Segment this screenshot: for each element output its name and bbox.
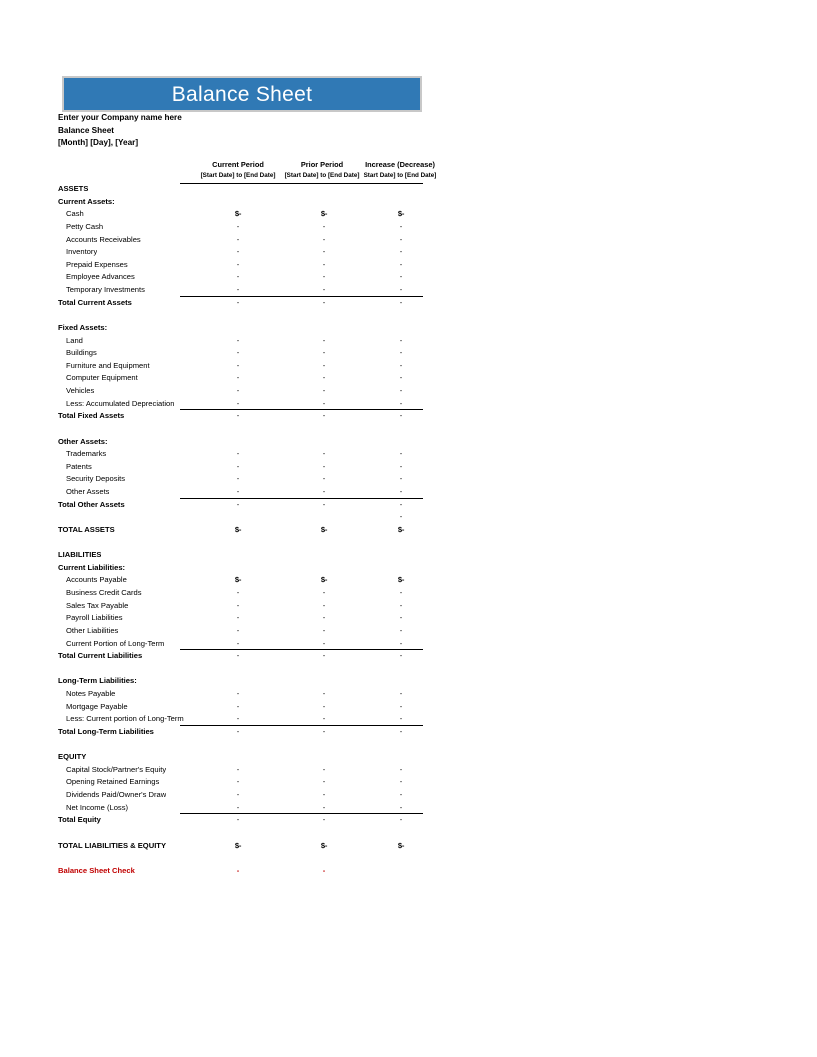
cell-vehicles-col3[interactable]: -	[399, 386, 403, 395]
table-row	[0, 562, 817, 575]
cell-vehicles-col1[interactable]: -	[236, 386, 240, 395]
cell-accounts-payable-col1[interactable]: $-	[234, 575, 242, 585]
cell-prepaid-expenses-col3[interactable]: -	[399, 259, 403, 269]
table-row	[0, 486, 817, 499]
cell-total-other-assets-col1[interactable]: -	[236, 499, 240, 509]
row-label-capital-stock-partner-s-equity: Capital Stock/Partner's Equity	[66, 764, 167, 774]
table-row	[0, 739, 817, 752]
cell-buildings-col3[interactable]: -	[399, 348, 403, 358]
row-label-current-liabilities: Current Liabilities:	[58, 562, 126, 572]
table-row	[0, 638, 817, 651]
table-row	[0, 196, 817, 209]
cell-employee-advances-col1[interactable]: -	[236, 272, 240, 282]
row-label-total-current-liabilities: Total Current Liabilities	[58, 651, 143, 661]
table-row	[0, 600, 817, 613]
cell-other-liabilities-col2[interactable]: -	[322, 625, 326, 635]
cell-notes-payable-col1[interactable]: -	[236, 689, 240, 698]
table-row	[0, 726, 817, 739]
cell-employee-advances-col2[interactable]: -	[322, 272, 326, 282]
table-row	[0, 448, 817, 461]
cell-total-current-liabilities-col3[interactable]: -	[399, 651, 403, 661]
row-label-employee-advances: Employee Advances	[66, 272, 135, 282]
table-row	[0, 675, 817, 688]
cell-total-fixed-assets-col3[interactable]: -	[399, 411, 403, 421]
row-label-liabilities: LIABILITIES	[58, 550, 102, 560]
table-row	[0, 663, 817, 676]
cell-payroll-liabilities-col3[interactable]: -	[399, 613, 403, 623]
row-label-buildings: Buildings	[66, 348, 97, 358]
cell-cash-col2[interactable]: $-	[320, 209, 328, 219]
table-row	[0, 335, 817, 348]
statement-date-placeholder[interactable]: [Month] [Day], [Year]	[58, 138, 139, 148]
table-row	[0, 524, 817, 537]
row-label-total-long-term-liabilities: Total Long-Term Liabilities	[58, 726, 154, 736]
cell-less-current-portion-of-long-term-col1[interactable]: -	[236, 714, 240, 724]
table-row	[0, 423, 817, 436]
table-row	[0, 865, 817, 878]
cell-petty-cash-col1[interactable]: -	[236, 221, 240, 231]
row-label-security-deposits: Security Deposits	[66, 474, 126, 484]
cell-payroll-liabilities-col2[interactable]: -	[322, 613, 326, 623]
cell-furniture-and-equipment-col3[interactable]: -	[399, 360, 403, 370]
row-label-accounts-payable: Accounts Payable	[66, 575, 127, 585]
cell-computer-equipment-col1[interactable]: -	[236, 373, 240, 383]
table-row	[0, 259, 817, 272]
row-label-business-credit-cards: Business Credit Cards	[66, 588, 142, 597]
cell-other-assets-col1[interactable]: -	[236, 487, 240, 496]
cell-other-liabilities-col1[interactable]: -	[236, 625, 240, 635]
cell-trademarks-col3[interactable]: -	[399, 449, 403, 459]
cell-accounts-payable-col3[interactable]: $-	[397, 575, 405, 585]
row-label-other-liabilities: Other Liabilities	[66, 625, 119, 635]
cell-accounts-payable-col2[interactable]: $-	[320, 575, 328, 585]
cell-sales-tax-payable-col2[interactable]: -	[322, 600, 326, 610]
cell-accounts-receivables-col3[interactable]: -	[399, 234, 403, 244]
cell-temporary-investments-col2[interactable]: -	[322, 285, 326, 294]
cell-furniture-and-equipment-col1[interactable]: -	[236, 360, 240, 370]
column-header-row	[0, 159, 817, 183]
row-label-long-term-liabilities: Long-Term Liabilities:	[58, 676, 137, 686]
cell-prepaid-expenses-col1[interactable]: -	[236, 259, 240, 269]
cell-total-liabilities-equity-col3[interactable]: $-	[397, 840, 405, 850]
table-row	[0, 271, 817, 284]
table-row	[0, 511, 817, 524]
table-row	[0, 852, 817, 865]
table-row	[0, 574, 817, 587]
cell-total-other-assets-col2[interactable]: -	[322, 499, 326, 509]
cell-business-credit-cards-col1[interactable]: -	[236, 588, 240, 597]
row-label-vehicles: Vehicles	[66, 386, 95, 395]
cell-cash-col3[interactable]: $-	[397, 209, 405, 219]
cell-patents-col3[interactable]: -	[399, 461, 403, 471]
table-row	[0, 208, 817, 221]
row-label-payroll-liabilities: Payroll Liabilities	[66, 613, 123, 623]
cell-prepaid-expenses-col2[interactable]: -	[322, 259, 326, 269]
table-row	[0, 461, 817, 474]
table-row	[0, 701, 817, 714]
cell-land-col3[interactable]: -	[399, 335, 403, 345]
cell-mortgage-payable-col1[interactable]: -	[236, 701, 240, 711]
cell-less-current-portion-of-long-term-col2[interactable]: -	[322, 714, 326, 724]
cell-furniture-and-equipment-col2[interactable]: -	[322, 360, 326, 370]
balance-sheet-rows	[0, 183, 817, 877]
row-label-current-assets: Current Assets:	[58, 196, 115, 206]
cell-current-portion-of-long-term-col3[interactable]: -	[399, 638, 403, 648]
row-label-total-liabilities-equity: TOTAL LIABILITIES & EQUITY	[58, 840, 167, 850]
row-label-petty-cash: Petty Cash	[66, 221, 104, 231]
table-row	[0, 587, 817, 600]
cell-patents-col1[interactable]: -	[236, 461, 240, 471]
cell-total-fixed-assets-col1[interactable]: -	[236, 411, 240, 421]
table-row	[0, 347, 817, 360]
company-name-placeholder[interactable]: Enter your Company name here	[58, 113, 182, 122]
cell-mortgage-payable-col2[interactable]: -	[322, 701, 326, 711]
column-header-prior-period-range: [Start Date] to [End Date]	[284, 172, 360, 179]
row-label-opening-retained-earnings: Opening Retained Earnings	[66, 777, 160, 787]
cell-total-equity-col1[interactable]: -	[236, 815, 240, 825]
cell-petty-cash-col2[interactable]: -	[322, 221, 326, 231]
table-row	[0, 789, 817, 802]
cell-security-deposits-col3[interactable]: -	[399, 474, 403, 484]
table-row	[0, 473, 817, 486]
cell-trademarks-col2[interactable]: -	[322, 449, 326, 459]
cell-total-current-liabilities-col2[interactable]: -	[322, 651, 326, 661]
cell-current-portion-of-long-term-col1[interactable]: -	[236, 638, 240, 648]
cell-notes-payable-col2[interactable]: -	[322, 689, 326, 698]
row-label-accounts-receivables: Accounts Receivables	[66, 234, 141, 244]
cell-sales-tax-payable-col3[interactable]: -	[399, 600, 403, 610]
cell-total-other-assets-col3[interactable]: -	[399, 499, 403, 509]
cell-dividends-paid-owner-s-draw-col2[interactable]: -	[322, 790, 326, 799]
table-row	[0, 398, 817, 411]
cell-less-accumulated-depreciation-col3[interactable]: -	[399, 398, 403, 408]
cell-other-assets-col2[interactable]: -	[322, 487, 326, 496]
cell-blank-col3[interactable]: -	[399, 512, 403, 522]
row-label-current-portion-of-long-term: Current Portion of Long-Term	[66, 638, 165, 648]
cell-buildings-col1[interactable]: -	[236, 348, 240, 358]
cell-inventory-col2[interactable]: -	[322, 247, 326, 257]
cell-business-credit-cards-col2[interactable]: -	[322, 588, 326, 597]
cell-land-col1[interactable]: -	[236, 335, 240, 345]
table-row	[0, 764, 817, 777]
row-label-dividends-paid-owner-s-draw: Dividends Paid/Owner's Draw	[66, 790, 167, 799]
cell-total-long-term-liabilities-col1[interactable]: -	[236, 726, 240, 736]
column-header-current-period-title: Current Period	[212, 160, 264, 169]
row-label-balance-sheet-check: Balance Sheet Check	[58, 865, 135, 875]
table-row	[0, 436, 817, 449]
cell-accounts-receivables-col2[interactable]: -	[322, 234, 326, 244]
cell-opening-retained-earnings-col2[interactable]: -	[322, 777, 326, 787]
cell-total-current-liabilities-col1[interactable]: -	[236, 651, 240, 661]
table-row	[0, 688, 817, 701]
table-row	[0, 827, 817, 840]
cell-capital-stock-partner-s-equity-col3[interactable]: -	[399, 764, 403, 774]
cell-accounts-receivables-col1[interactable]: -	[236, 234, 240, 244]
cell-capital-stock-partner-s-equity-col1[interactable]: -	[236, 764, 240, 774]
row-label-inventory: Inventory	[66, 247, 98, 257]
cell-patents-col2[interactable]: -	[322, 461, 326, 471]
row-label-equity: EQUITY	[58, 752, 87, 762]
row-label-total-fixed-assets: Total Fixed Assets	[58, 411, 125, 421]
table-row	[0, 549, 817, 562]
cell-balance-sheet-check-col1[interactable]: -	[236, 865, 240, 875]
cell-petty-cash-col3[interactable]: -	[399, 221, 403, 231]
cell-total-assets-col1[interactable]: $-	[234, 524, 242, 534]
cell-net-income-loss-col3[interactable]: -	[399, 802, 403, 812]
row-label-furniture-and-equipment: Furniture and Equipment	[66, 360, 150, 370]
table-row	[0, 751, 817, 764]
row-label-net-income-loss: Net Income (Loss)	[66, 802, 129, 812]
table-row	[0, 297, 817, 310]
page-title-banner	[62, 76, 422, 112]
table-row	[0, 410, 817, 423]
cell-other-assets-col3[interactable]: -	[399, 487, 403, 496]
table-row	[0, 612, 817, 625]
cell-opening-retained-earnings-col1[interactable]: -	[236, 777, 240, 787]
cell-cash-col1[interactable]: $-	[234, 209, 242, 219]
table-row	[0, 360, 817, 373]
table-row	[0, 499, 817, 512]
cell-balance-sheet-check-col2[interactable]: -	[322, 865, 326, 875]
row-label-temporary-investments: Temporary Investments	[66, 285, 145, 294]
cell-business-credit-cards-col3[interactable]: -	[399, 588, 403, 597]
cell-total-equity-col3[interactable]: -	[399, 815, 403, 825]
cell-temporary-investments-col1[interactable]: -	[236, 285, 240, 294]
row-label-sales-tax-payable: Sales Tax Payable	[66, 600, 129, 610]
table-row	[0, 309, 817, 322]
row-label-fixed-assets: Fixed Assets:	[58, 322, 108, 332]
table-row	[0, 183, 817, 196]
table-row	[0, 246, 817, 259]
table-row	[0, 372, 817, 385]
cell-less-current-portion-of-long-term-col3[interactable]: -	[399, 714, 403, 724]
row-label-total-current-assets: Total Current Assets	[58, 297, 132, 307]
column-header-current-period-range: [Start Date] to [End Date]	[200, 172, 276, 179]
column-header-increase-decrease	[341, 159, 459, 181]
cell-less-accumulated-depreciation-col2[interactable]: -	[322, 398, 326, 408]
cell-security-deposits-col2[interactable]: -	[322, 474, 326, 484]
cell-dividends-paid-owner-s-draw-col1[interactable]: -	[236, 790, 240, 799]
cell-net-income-loss-col2[interactable]: -	[322, 802, 326, 812]
column-header-increase-decrease-range: Start Date] to [End Date]	[363, 172, 437, 179]
row-label-assets: ASSETS	[58, 184, 89, 193]
cell-total-liabilities-equity-col2[interactable]: $-	[320, 840, 328, 850]
cell-total-current-assets-col3[interactable]: -	[399, 297, 403, 307]
cell-land-col2[interactable]: -	[322, 335, 326, 345]
row-label-less-current-portion-of-long-term: Less: Current portion of Long-Term	[66, 714, 184, 724]
statement-name: Balance Sheet	[58, 125, 114, 135]
cell-total-long-term-liabilities-col2[interactable]: -	[322, 726, 326, 736]
cell-less-accumulated-depreciation-col1[interactable]: -	[236, 398, 240, 408]
row-label-total-assets: TOTAL ASSETS	[58, 524, 115, 534]
cell-security-deposits-col1[interactable]: -	[236, 474, 240, 484]
row-label-total-equity: Total Equity	[58, 815, 101, 825]
row-label-other-assets: Other Assets	[66, 487, 110, 496]
cell-trademarks-col1[interactable]: -	[236, 449, 240, 459]
row-label-less-accumulated-depreciation: Less: Accumulated Depreciation	[66, 398, 175, 408]
row-label-notes-payable: Notes Payable	[66, 689, 116, 698]
cell-inventory-col3[interactable]: -	[399, 247, 403, 257]
table-row	[0, 625, 817, 638]
cell-inventory-col1[interactable]: -	[236, 247, 240, 257]
cell-current-portion-of-long-term-col2[interactable]: -	[322, 638, 326, 648]
cell-sales-tax-payable-col1[interactable]: -	[236, 600, 240, 610]
cell-total-long-term-liabilities-col3[interactable]: -	[399, 726, 403, 736]
table-row	[0, 840, 817, 853]
table-row	[0, 284, 817, 297]
cell-total-current-assets-col2[interactable]: -	[322, 297, 326, 307]
row-label-prepaid-expenses: Prepaid Expenses	[66, 259, 128, 269]
cell-buildings-col2[interactable]: -	[322, 348, 326, 358]
table-row	[0, 802, 817, 815]
row-label-total-other-assets: Total Other Assets	[58, 499, 125, 509]
row-label-mortgage-payable: Mortgage Payable	[66, 701, 128, 711]
row-label-cash: Cash	[66, 209, 84, 219]
cell-total-fixed-assets-col2[interactable]: -	[322, 411, 326, 421]
column-header-increase-decrease-title: Increase (Decrease)	[365, 160, 435, 169]
cell-computer-equipment-col3[interactable]: -	[399, 373, 403, 383]
cell-total-assets-col2[interactable]: $-	[320, 524, 328, 534]
table-row	[0, 814, 817, 827]
row-label-trademarks: Trademarks	[66, 449, 107, 459]
company-header-block	[58, 112, 358, 150]
row-label-land: Land	[66, 335, 83, 345]
cell-employee-advances-col3[interactable]: -	[399, 272, 403, 282]
cell-computer-equipment-col2[interactable]: -	[322, 373, 326, 383]
cell-other-liabilities-col3[interactable]: -	[399, 625, 403, 635]
table-row	[0, 221, 817, 234]
cell-total-current-assets-col1[interactable]: -	[236, 297, 240, 307]
cell-total-equity-col2[interactable]: -	[322, 815, 326, 825]
cell-capital-stock-partner-s-equity-col2[interactable]: -	[322, 764, 326, 774]
row-label-patents: Patents	[66, 461, 92, 471]
cell-total-assets-col3[interactable]: $-	[397, 524, 405, 534]
cell-total-liabilities-equity-col1[interactable]: $-	[234, 840, 242, 850]
cell-mortgage-payable-col3[interactable]: -	[399, 701, 403, 711]
table-row	[0, 234, 817, 247]
cell-opening-retained-earnings-col3[interactable]: -	[399, 777, 403, 787]
table-row	[0, 322, 817, 335]
table-row	[0, 713, 817, 726]
cell-vehicles-col2[interactable]: -	[322, 386, 326, 395]
table-row	[0, 537, 817, 550]
cell-temporary-investments-col3[interactable]: -	[399, 285, 403, 294]
cell-dividends-paid-owner-s-draw-col3[interactable]: -	[399, 790, 403, 799]
column-header-prior-period-title: Prior Period	[300, 160, 344, 169]
row-label-other-assets: Other Assets:	[58, 436, 108, 446]
table-row	[0, 776, 817, 789]
cell-net-income-loss-col1[interactable]: -	[236, 802, 240, 812]
page-title: Balance Sheet	[171, 82, 313, 106]
table-row	[0, 650, 817, 663]
table-row	[0, 385, 817, 398]
row-label-computer-equipment: Computer Equipment	[66, 373, 138, 383]
cell-payroll-liabilities-col1[interactable]: -	[236, 613, 240, 623]
cell-notes-payable-col3[interactable]: -	[399, 689, 403, 698]
